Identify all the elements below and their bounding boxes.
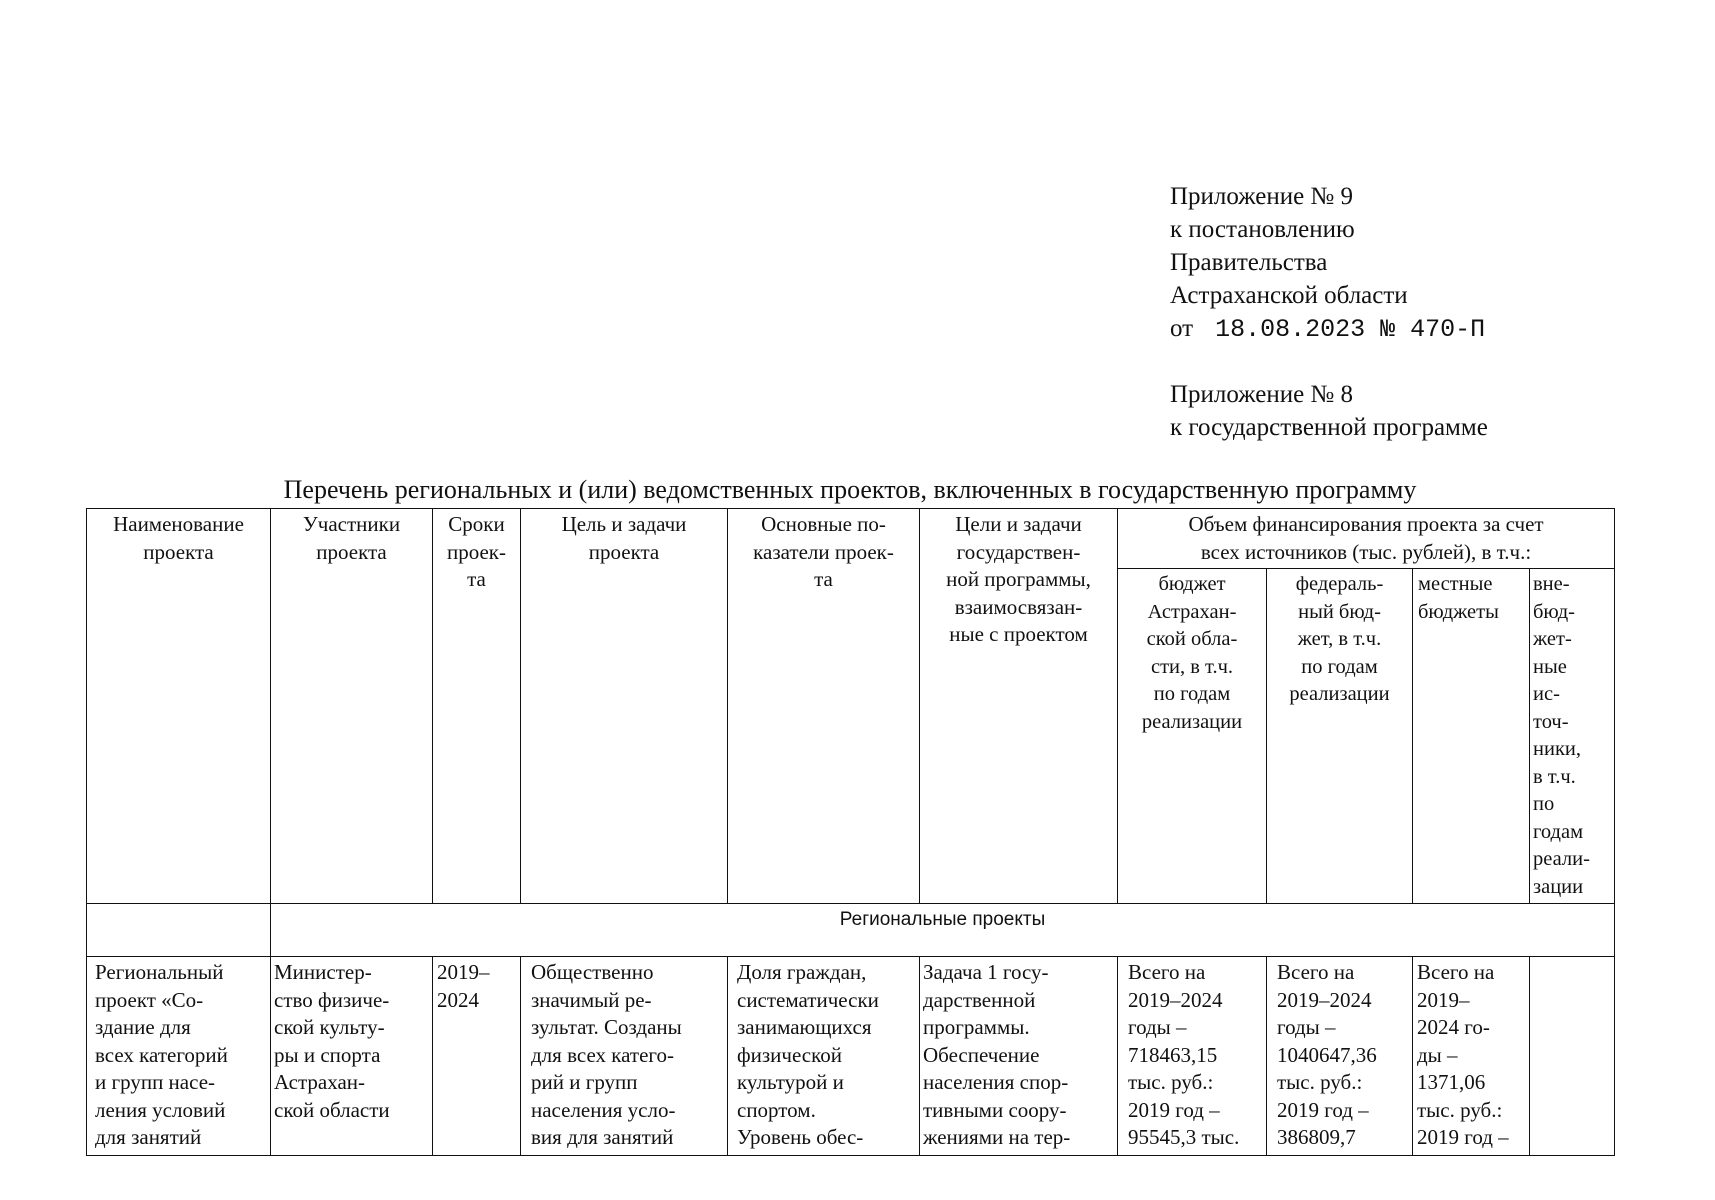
row-indicators: Доля граждан, систематически занимающихся физической культурой и спортом. Уровень обес-	[728, 957, 920, 1156]
header-budget-extra: вне- бюд- жет- ные ис- точ- ники, в т.ч. по годам реали- зации	[1530, 569, 1615, 904]
appendix-9-line-4: Астраханской области	[1170, 282, 1408, 309]
header-indicators: Основные по- казатели проек- та	[728, 509, 920, 904]
appendix-9-line-2: к постановлению	[1170, 216, 1355, 243]
header-goal: Цель и задачи проекта	[521, 509, 728, 904]
section-row	[87, 904, 1615, 957]
appendix-8-block	[1170, 378, 1488, 444]
row-program-goals: Задача 1 госу- дарственной программы. Обеспечение населения спор- тивными соору- жениями на тер-	[920, 957, 1118, 1156]
row-budget-federal: Всего на 2019–2024 годы – 1040647,36 тыс. руб.: 2019 год – 386809,7	[1267, 957, 1413, 1156]
row-terms: 2019– 2024	[433, 957, 521, 1156]
appendix-9-line-1: Приложение № 9	[1170, 183, 1354, 210]
row-project-name: Региональный проект «Со- здание для всех категорий и групп насе- ления условий для занятий	[87, 957, 271, 1156]
header-program-goals: Цели и задачи государствен- ной программы, взаимосвязан- ные с проектом	[920, 509, 1118, 904]
header-name: Наименование проекта	[87, 509, 271, 904]
header-budget-region: бюджет Астрахан- ской обла- сти, в т.ч. по годам реализации	[1118, 569, 1267, 904]
row-participants: Министер- ство физиче- ской культу- ры и спорта Астрахан- ской области	[271, 957, 433, 1156]
table-row	[87, 957, 1615, 1156]
header-participants: Участники проекта	[271, 509, 433, 904]
header-terms: Сроки проек- та	[433, 509, 521, 904]
projects-table	[86, 508, 1615, 1156]
header-budget-federal: федераль- ный бюд- жет, в т.ч. по годам реализации	[1267, 569, 1413, 904]
header-budget-local: местные бюджеты	[1413, 569, 1530, 904]
appendix-8-line-1: Приложение № 8	[1170, 381, 1354, 408]
decree-date-number: 18.08.2023 № 470-П	[1215, 315, 1486, 344]
appendix-8-line-2: к государственной программе	[1170, 414, 1488, 441]
document-title: Перечень региональных и (или) ведомственных проектов, включенных в государственную программу	[283, 475, 1417, 504]
row-budget-extra	[1530, 957, 1615, 1156]
header-row-1	[87, 509, 1615, 569]
date-prefix: от	[1170, 315, 1194, 342]
section-label: Региональные проекты	[271, 904, 1615, 957]
appendix-9-line-3: Правительства	[1170, 249, 1328, 276]
header-financing: Объем финансирования проекта за счет всех источников (тыс. рублей), в т.ч.:	[1118, 509, 1615, 569]
section-empty-cell	[87, 904, 271, 957]
row-budget-region: Всего на 2019–2024 годы – 718463,15 тыс. руб.: 2019 год – 95545,3 тыс.	[1118, 957, 1267, 1156]
row-budget-local: Всего на 2019– 2024 го- ды – 1371,06 тыс. руб.: 2019 год –	[1413, 957, 1530, 1156]
row-goal: Общественно значимый ре- зультат. Созданы для всех катего- рий и групп населения усло- вия для занятий	[521, 957, 728, 1156]
appendix-9-date-line	[1170, 312, 1485, 346]
appendix-9-block	[1170, 180, 1485, 346]
